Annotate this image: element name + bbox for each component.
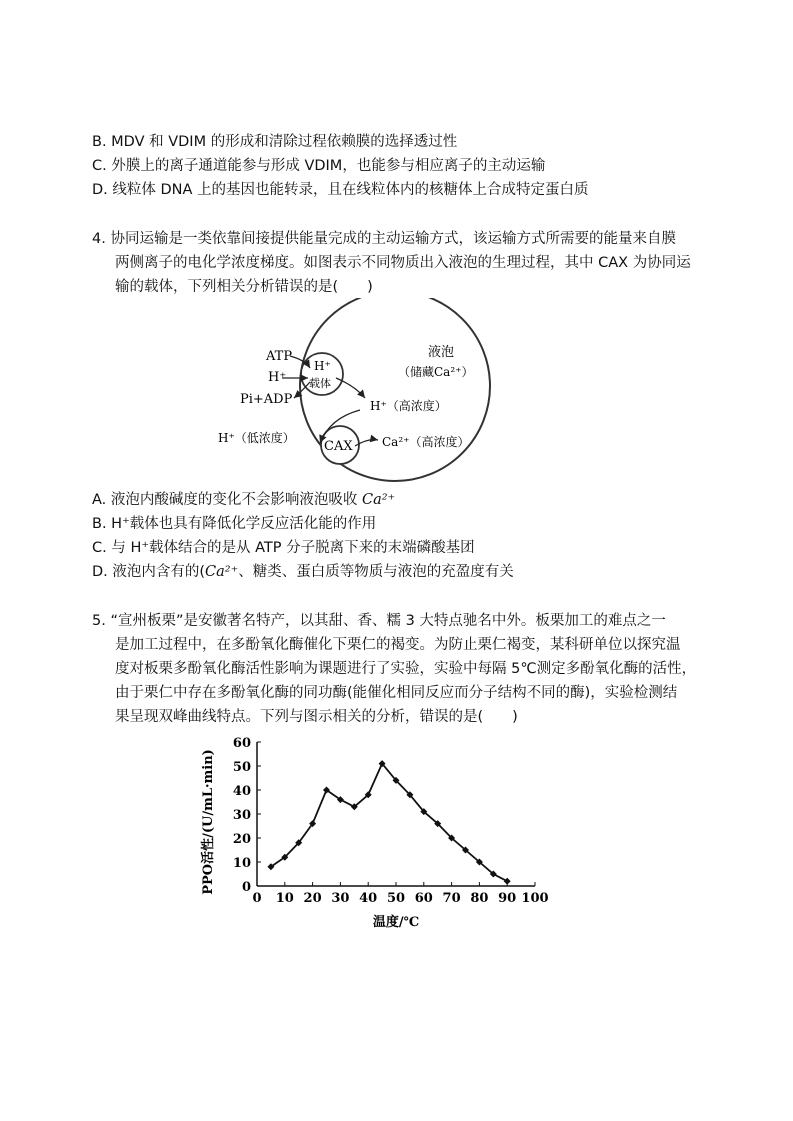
q4-option-b: B. H⁺载体也具有降低化学反应活化能的作用 — [92, 516, 377, 532]
x-tick-label: 60 — [414, 891, 433, 906]
cax-label: CAX — [324, 439, 353, 454]
h-low-concentration-label: H⁺（低浓度） — [218, 431, 295, 445]
q4-option-c: C. 与 H⁺载体结合的是从 ATP 分子脱离下来的末端磷酸基团 — [92, 540, 475, 556]
y-tick-label: 10 — [232, 856, 251, 871]
q4-option-d — [92, 562, 514, 582]
ca-high-concentration-label: Ca²⁺（高浓度） — [382, 435, 470, 449]
h-carrier-bottom-label: 载体 — [309, 377, 331, 390]
q4-option-a — [92, 490, 395, 510]
q4-option-d-prefix: D. 液泡内含有的( — [92, 564, 206, 580]
data-point — [504, 878, 511, 885]
x-tick-label: 70 — [442, 891, 461, 906]
q5-stem-line3: 度对板栗多酚氧化酶活性影响为课题进行了实验，实验中每隔 5℃测定多酚氧化酶的活性， — [115, 661, 697, 677]
q5-stem-line5: 果呈现双峰曲线特点。下列与图示相关的分析，错误的是( ) — [115, 709, 518, 725]
ppo-activity-chart — [195, 728, 550, 933]
x-tick-label: 30 — [331, 891, 350, 906]
x-tick-label: 100 — [521, 891, 549, 906]
vacuole-transport-diagram — [210, 298, 510, 488]
y-tick-label: 40 — [232, 784, 251, 799]
h-high-concentration-label: H⁺（高浓度） — [370, 399, 447, 413]
q4-option-a-text: A. 液泡内酸碱度的变化不会影响液泡吸收 — [92, 492, 358, 508]
h-carrier-top-label: H⁺ — [314, 359, 331, 373]
q4-option-a-ion: Ca²⁺ — [362, 492, 396, 508]
x-tick-label: 0 — [252, 891, 262, 906]
x-tick-label: 20 — [303, 891, 322, 906]
atp-label: ATP — [266, 349, 293, 364]
y-tick-label: 0 — [241, 880, 251, 895]
y-tick-label: 60 — [232, 736, 251, 751]
x-tick-label: 10 — [275, 891, 294, 906]
q4-option-d-suffix: 、糖类、蛋白质等物质与液泡的充盈度有关 — [238, 564, 514, 580]
q4-stem-line2: 两侧离子的电化学浓度梯度。如图表示不同物质出入液泡的生理过程，其中 CAX 为协同运 — [115, 255, 691, 271]
q4-option-d-ion: Ca²⁺ — [205, 564, 239, 580]
q5-stem-line1: 5. “宣州板栗”是安徽著名特产，以其甜、香、糯 3 大特点驰名中外。板栗加工的难点之一 — [92, 613, 666, 629]
q3-option-d: D. 线粒体 DNA 上的基因也能转录，且在线粒体内的核糖体上合成特定蛋白质 — [92, 182, 589, 198]
x-axis-label: 温度/℃ — [372, 915, 420, 930]
q3-option-b: B. MDV 和 VDIM 的形成和清除过程依赖膜的选择透过性 — [92, 134, 458, 150]
h-in-label: H⁺ — [268, 370, 287, 385]
x-tick-label: 80 — [470, 891, 489, 906]
x-tick-label: 90 — [498, 891, 517, 906]
y-tick-label: 20 — [232, 832, 251, 847]
ppo-activity-line — [271, 764, 507, 882]
q5-stem-line4: 由于栗仁中存在多酚氧化酶的同功酶(能催化相同反应而分子结构不同的酶)，实验检测结 — [115, 685, 678, 701]
y-tick-label: 50 — [232, 760, 251, 775]
q4-stem-line1: 4. 协同运输是一类依靠间接提供能量完成的主动运输方式，该运输方式所需要的能量来自膜 — [92, 231, 676, 247]
pi-adp-label: Pi+ADP — [240, 392, 293, 407]
q4-stem-line3: 输的载体，下列相关分析错误的是( ) — [115, 279, 373, 295]
y-axis-label: PPO活性/(U/mL·min) — [201, 749, 216, 895]
q3-option-c: C. 外膜上的离子通道能参与形成 VDIM，也能参与相应离子的主动运输 — [92, 158, 546, 174]
vacuole-storage-label: （储藏Ca²⁺） — [398, 365, 474, 379]
x-tick-label: 50 — [386, 891, 406, 906]
x-tick-label: 40 — [359, 891, 378, 906]
vacuole-label: 液泡 — [428, 345, 455, 360]
y-tick-label: 30 — [232, 808, 251, 823]
q5-stem-line2: 是加工过程中，在多酚氧化酶催化下栗仁的褐变。为防止栗仁褐变，某科研单位以探究温 — [115, 637, 681, 653]
